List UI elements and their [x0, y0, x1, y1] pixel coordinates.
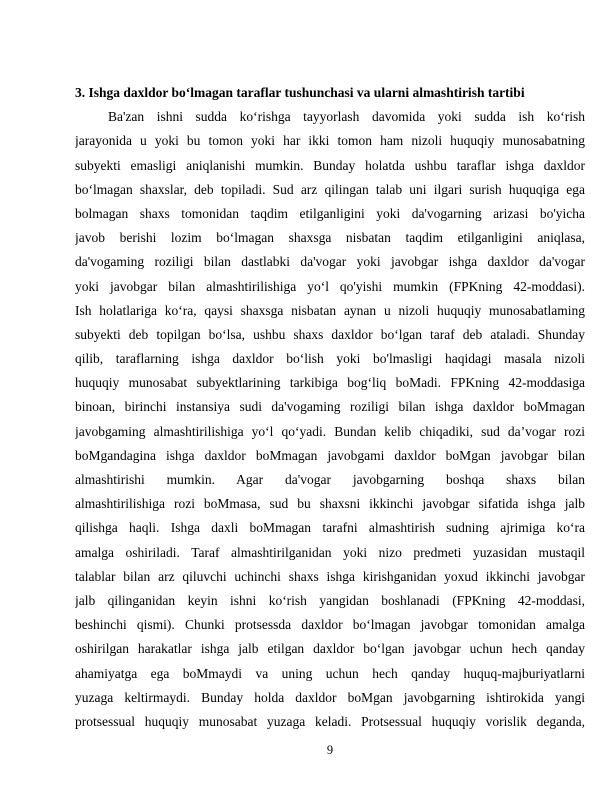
page-number: 9: [326, 743, 334, 757]
paragraph-line: protsessual huquqiy munosabat yuzaga keladi. Protsessual huquqiy vorislik deganda,: [75, 713, 585, 729]
paragraph-line: qilishga haqli. Ishga daxli boMmagan tarafni almashtirish sudning ajrimiga koʻra: [75, 520, 585, 536]
paragraph-line: yuzaga keltirmaydi. Bunday holda daxldor boMgan javobgarning ishtirokida yangi: [75, 689, 585, 705]
paragraph-line: yoki javobgar bilan almashtirilishiga yoʻl qo'yishi mumkin (FPKning 42-moddasi).: [75, 278, 585, 294]
paragraph-line: da'vogaming roziligi bilan dastlabki da'vogar yoki javobgar ishga daxldor da'vogar: [75, 254, 585, 270]
paragraph-line: javob berishi lozim boʻlmagan shaxsga nisbatan taqdim etilganligini aniqlasa,: [75, 230, 585, 246]
paragraph-line: almashtirishi mumkin. Agar da'vogar javobgarning boshqa shaxs bilan: [75, 472, 585, 487]
paragraph-line: amalga oshiriladi. Taraf almashtirilganidan yoki nizo predmeti yuzasidan mustaqil: [75, 544, 585, 560]
paragraph-line: javobgaming almashtirilishiga yoʻl qoʻyadi. Bundan kelib chiqadiki, sud da’vogar rozi: [75, 423, 585, 439]
paragraph-line: beshinchi qismi). Chunki protsessda daxldor boʻlmagan javobgar tomonidan amalga: [75, 617, 585, 633]
paragraph-line: binoan, birinchi instansiya sudi da'vogaming roziligi bilan ishga daxldor boMmagan: [75, 399, 585, 415]
paragraph-line: subyekti emasligi aniqlanishi mumkin. Bunday holatda ushbu taraflar ishga daxldor: [75, 157, 585, 173]
body-paragraph: [75, 105, 585, 734]
paragraph-line: huquqiy munosabat subyektlarining tarkibiga bogʻliq boMadi. FPKning 42-moddasiga: [75, 375, 585, 391]
paragraph-line: talablar bilan arz qiluvchi uchinchi shaxs ishga kirishganidan yoxud ikkinchi javobgar: [75, 568, 585, 584]
paragraph-line: ahamiyatga ega boMmaydi va uning uchun hech qanday huquq-majburiyatlarni: [75, 665, 585, 681]
paragraph-line: jarayonida u yoki bu tomon yoki har ikki tomon ham nizoli huquqiy munosabatning: [75, 133, 585, 149]
paragraph-line: Ish holatlariga koʻra, qaysi shaxsga nisbatan aynan u nizoli huquqiy munosabatlaming: [75, 302, 585, 318]
paragraph-line: jalb qilinganidan keyin ishni koʻrish yangidan boshlanadi (FPKning 42-moddasi,: [75, 592, 585, 608]
paragraph-line: subyekti deb topilgan boʻlsa, ushbu shaxs daxldor boʻlgan taraf deb ataladi. Shunday: [75, 326, 585, 342]
paragraph-line: oshirilgan harakatlar ishga jalb etilgan daxldor boʻlgan javobgar uchun hech qanday: [75, 641, 585, 657]
paragraph-line: bolmagan shaxs tomonidan taqdim etilganligini yoki da'vogarning arizasi bo'yicha: [75, 205, 585, 221]
paragraph-line: boʻlmagan shaxslar, deb topiladi. Sud arz qilingan talab uni ilgari surish huquqiga ega: [75, 181, 585, 197]
paragraph-line: Ba'zan ishni sudda koʻrishga tayyorlash davomida yoki sudda ish koʻrish: [108, 109, 585, 125]
section-heading: 3. Ishga daxldor boʻlmagan taraflar tushunchasi va ularni almashtirish tartibi: [75, 85, 525, 100]
paragraph-line: qilib, taraflarning ishga daxldor boʻlish yoki bo'lmasligi haqidagi masala nizoli: [75, 351, 585, 367]
page-content: [75, 81, 585, 734]
paragraph-line: almashtirilishiga rozi boMmasa, sud bu shaxsni ikkinchi javobgar sifatida ishga jalb: [75, 496, 585, 512]
paragraph-line: boMgandagina ishga daxldor boMmagan javobgami daxldor boMgan javobgar bilan: [75, 447, 585, 463]
